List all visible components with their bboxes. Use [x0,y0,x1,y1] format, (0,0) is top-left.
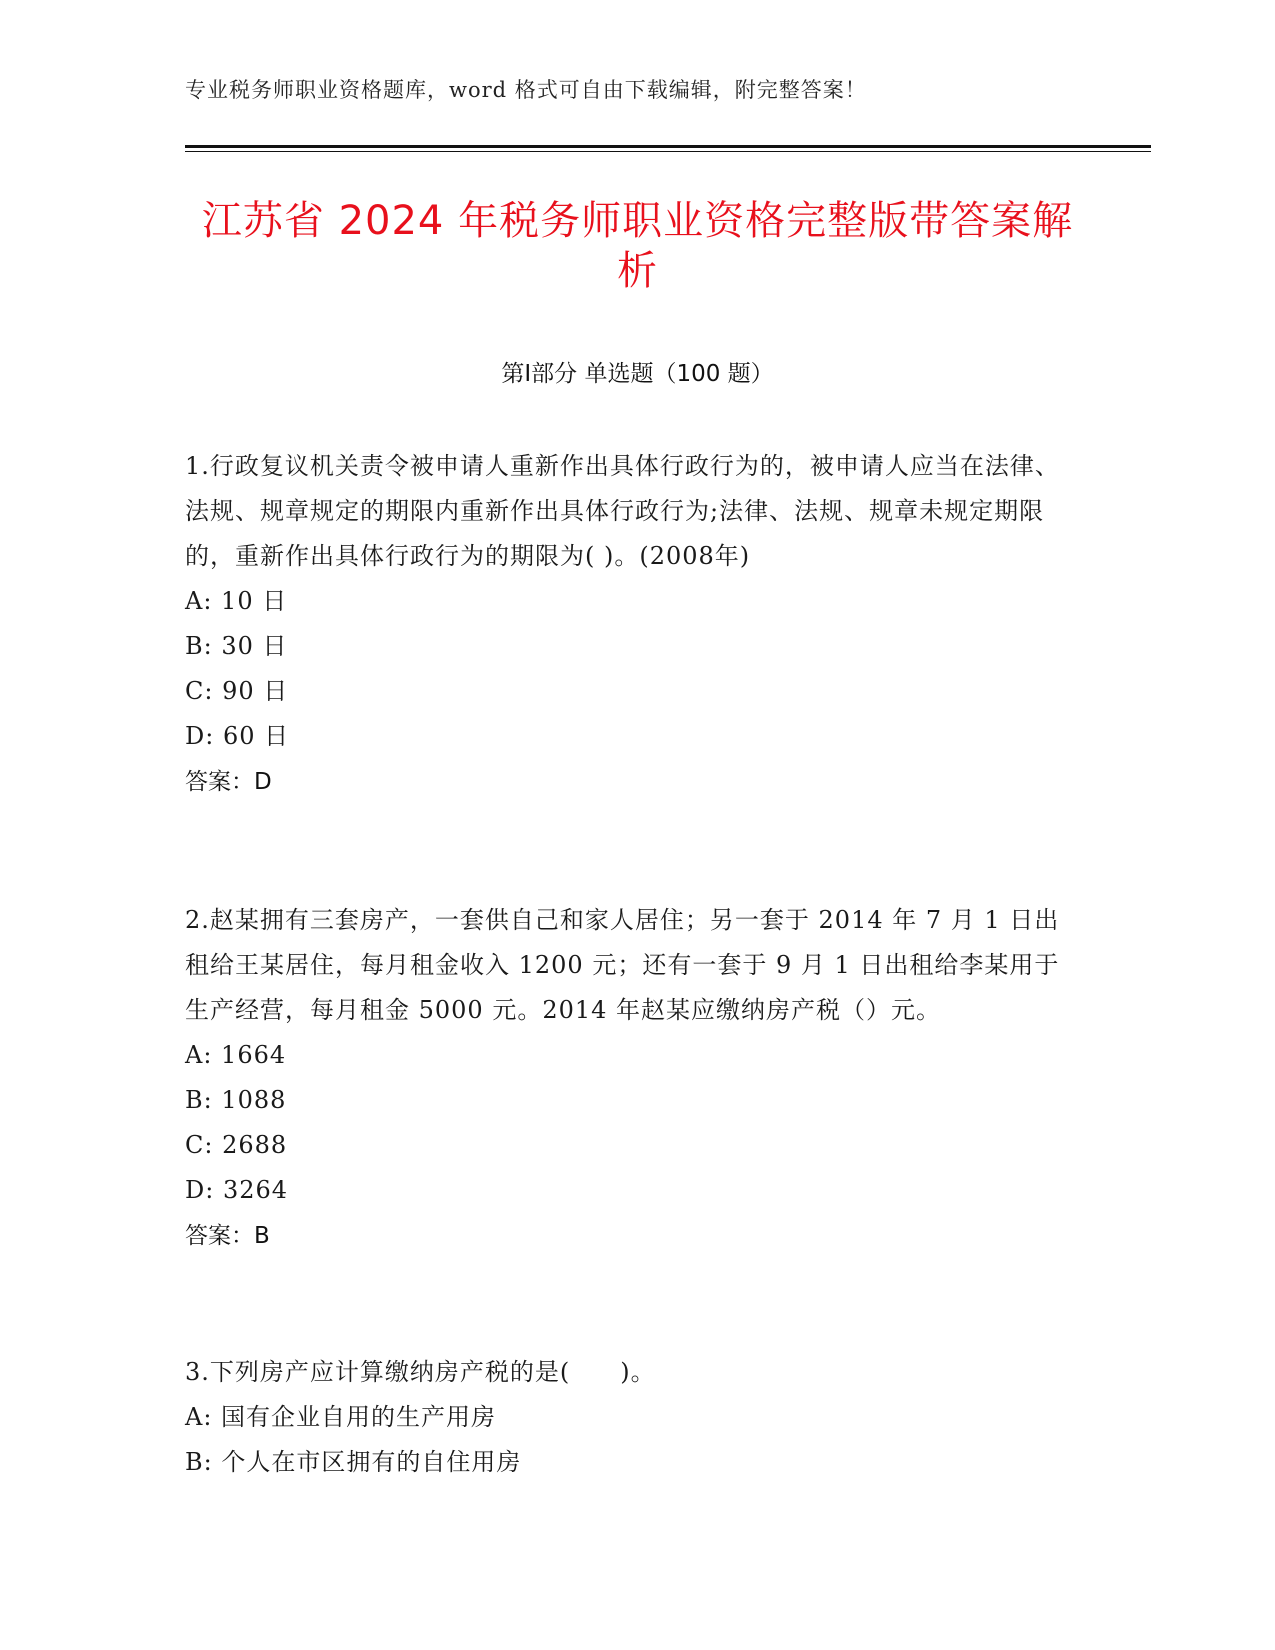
document-title: 江苏省 2024 年税务师职业资格完整版带答案解析 [201,198,1074,294]
option-b: B: 30 日 [185,632,288,660]
question-stem: 3.下列房产应计算缴纳房产税的是( )。 [185,1358,656,1386]
header-divider-thick [185,145,1151,148]
option-a: A: 1664 [185,1041,287,1069]
question-2 [185,898,1075,1259]
header-divider-thin [185,151,1151,152]
option-d: D: 3264 [185,1176,289,1204]
header-note: 专业税务师职业资格题库，word 格式可自由下载编辑，附完整答案！ [185,78,867,102]
option-b: B: 个人在市区拥有的自住用房 [185,1448,522,1476]
option-c: C: 2688 [185,1131,288,1159]
answer-line: 答案：D [185,769,272,795]
option-c: C: 90 日 [185,677,289,705]
option-b: B: 1088 [185,1086,287,1114]
question-stem: 2.赵某拥有三套房产，一套供自己和家人居住；另一套于 2014 年 7 月 1 日出租给王某居住，每月租金收入 1200 元；还有一套于 9 月 1 日出租给李某用于生产经营，每月租金 5000 元。2014 年赵某应缴纳房产税（）元。 [185,906,1060,1024]
option-a: A: 国有企业自用的生产用房 [185,1403,497,1431]
answer-line: 答案：B [185,1223,270,1249]
question-3 [185,1350,1075,1485]
option-a: A: 10 日 [185,587,288,615]
option-d: D: 60 日 [185,722,290,750]
question-stem: 1.行政复议机关责令被申请人重新作出具体行政行为的，被申请人应当在法律、法规、规章规定的期限内重新作出具体行政行为;法律、法规、规章未规定期限的，重新作出具体行政行为的期限为( )。(2008年) [185,452,1060,570]
section-heading: 第Ⅰ部分 单选题（100 题） [501,361,774,387]
question-1 [185,444,1075,805]
